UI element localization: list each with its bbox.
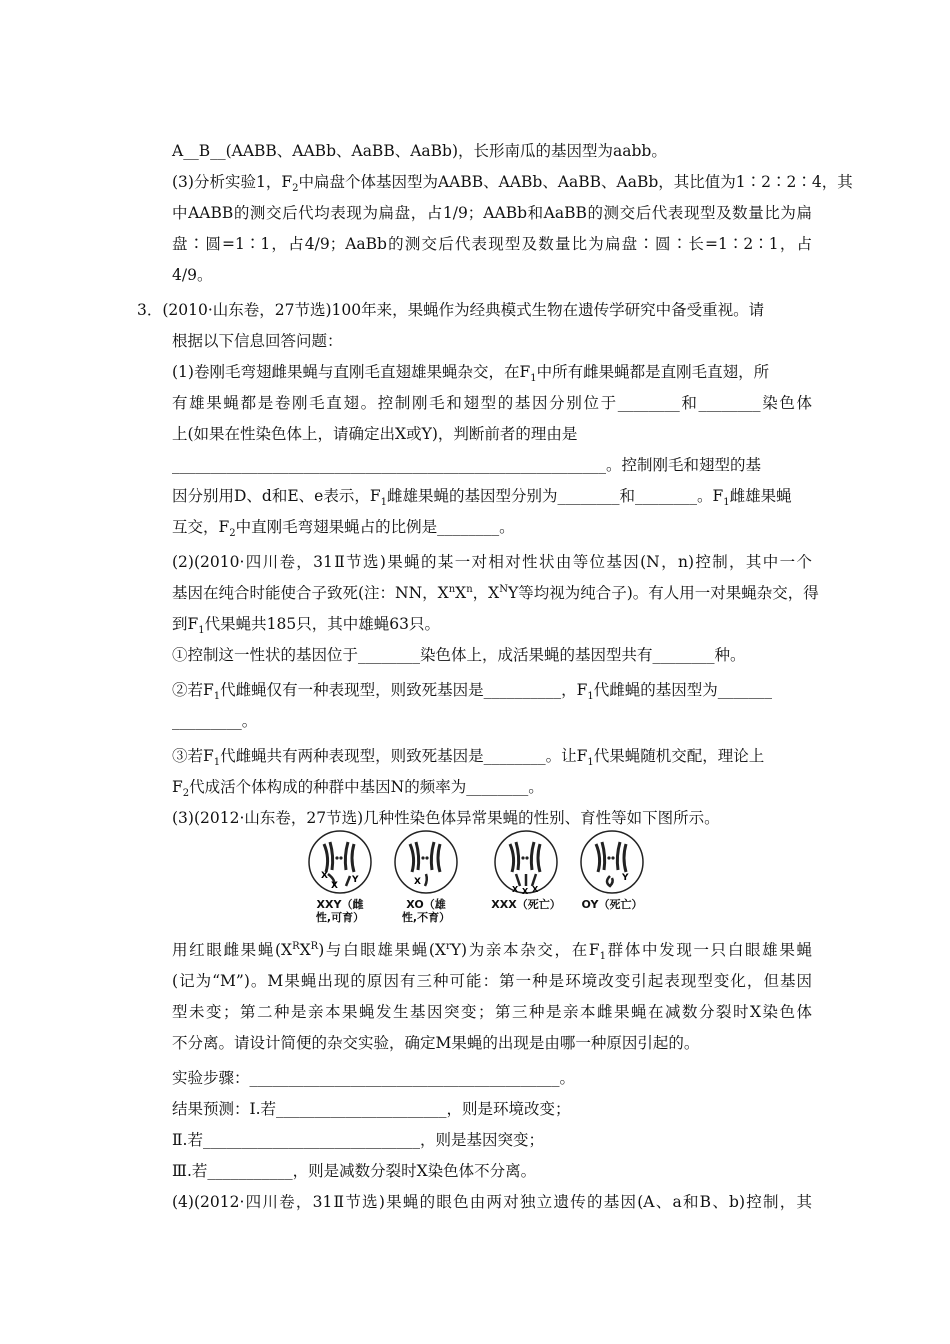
text-line: ③若$F_1$代雌蝇共有两种表现型，则致死基因是________。让$F_1$代果蝇随机交配，理论上 — [172, 747, 765, 769]
figure-cell-xo — [386, 828, 466, 924]
text-line: 型未变；第二种是亲本果蝇发生基因突变；第三种是亲本雌果蝇在减数分裂时X染色体 — [172, 1003, 812, 1021]
text-line: ________________________________________________________。控制刚毛和翅型的基 — [172, 456, 762, 474]
text-line: (3)分析实验1，$F_2$中扁盘个体基因型为AABB、AABb、AaBB、AaBb，其比值为1∶2∶2∶4，其 — [172, 173, 853, 195]
cell-diagram-icon — [492, 828, 560, 896]
text-line: 盘∶圆=1∶1，占4/9；AaBb的测交后代表现型及数量比为扁盘∶圆∶长=1∶2∶1，占 — [172, 235, 812, 253]
text-line: 用红眼雌果蝇$(X^RX^R)$与白眼雄果蝇$(X^rY)$为亲本杂交，在$F_1$群体中发现一只白眼雄果蝇 — [172, 940, 812, 963]
cell-diagram-icon — [392, 828, 460, 896]
cell-diagram-icon — [578, 828, 646, 896]
question-heading: 3．(2010·山东卷，27节选)100年来，果蝇作为经典模式生物在遗传学研究中备受重视。请 — [137, 301, 765, 319]
text-line: 因分别用D、d和E、e表示，$F_1$雌雄果蝇的基因型分别为________和________。$F_1$雌雄果蝇 — [172, 487, 792, 509]
text-line: 互交，$F_2$中直刚毛弯翅果蝇占的比例是________。 — [172, 518, 515, 540]
text-line: 中AABB的测交后代均表现为扁盘，占1/9；AABb和AaBB的测交后代表现型及数量比为扁 — [172, 204, 812, 222]
text-line: Ⅲ.若___________，则是减数分裂时X染色体不分离。 — [172, 1162, 537, 1180]
text-line: (记为“M”)。M果蝇出现的原因有三种可能：第一种是环境改变引起表现型变化，但基因 — [172, 972, 812, 990]
figure-caption: XXY（雌 性,可育） — [315, 898, 365, 924]
cell-diagram-icon — [306, 828, 374, 896]
chromosome-label: X — [321, 871, 328, 881]
text-line: A__B__(AABB、AABb、AaBB、AaBb)，长形南瓜的基因型为aabb。 — [172, 142, 667, 160]
text-line: $F_2$代成活个体构成的种群中基因N的频率为________。 — [172, 778, 544, 800]
figure-cell-xxy — [300, 828, 380, 924]
chromosome-label: X — [532, 885, 539, 894]
text-line: (2)(2010·四川卷，31Ⅱ节选)果蝇的某一对相对性状由等位基因(N，n)控制，其中一个 — [172, 553, 812, 571]
text-line: 4/9。 — [172, 266, 213, 284]
text-line: 根据以下信息回答问题： — [172, 332, 343, 350]
text-line: 实验步骤：________________________________________。 — [172, 1069, 576, 1087]
figure-cell-oy — [572, 828, 652, 911]
chromosome-label: X — [522, 887, 529, 896]
chromosome-label: X — [512, 885, 519, 894]
figure-cell-xxx — [486, 828, 566, 911]
chromosome-label: Y — [352, 875, 359, 885]
text-line: _________。 — [172, 712, 258, 730]
text-line: (3)(2012·山东卷，27节选)几种性染色体异常果蝇的性别、育性等如下图所示。 — [172, 809, 720, 827]
chromosome-label: X — [414, 877, 421, 887]
text-line: ①控制这一性状的基因位于________染色体上，成活果蝇的基因型共有________种。 — [172, 646, 746, 664]
text-line: 基因在纯合时能使合子致死(注：NN，$X^nX^n$，$X^NY$等均视为纯合子)。有人用一对果蝇杂交，得 — [172, 583, 819, 602]
text-line: (4)(2012·四川卷，31Ⅱ节选)果蝇的眼色由两对独立遗传的基因(A、a和B、b)控制，其 — [172, 1193, 812, 1211]
chromosome-label: Y — [622, 873, 629, 883]
text-line: 不分离。请设计简便的杂交实验，确定M果蝇的出现是由哪一种原因引起的。 — [172, 1034, 700, 1052]
text-line: Ⅱ.若____________________________，则是基因突变； — [172, 1131, 544, 1149]
text-line: 结果预测：Ⅰ.若______________________，则是环境改变； — [172, 1100, 571, 1118]
text-line: ②若$F_1$代雌蝇仅有一种表现型，则致死基因是__________，$F_1$代雌蝇的基因型为_______ — [172, 681, 773, 703]
chromosome-label: X — [331, 881, 338, 891]
text-line: 有雄果蝇都是卷刚毛直翅。控制刚毛和翅型的基因分别位于________和________染色体 — [172, 394, 812, 412]
text-line: 到$F_1$代果蝇共185只，其中雄蝇63只。 — [172, 615, 440, 637]
chromosome-figure — [300, 828, 650, 928]
figure-caption: XO（雄 性,不育） — [401, 898, 451, 924]
figure-caption: OY（死亡） — [581, 898, 643, 911]
text-line: (1)卷刚毛弯翅雌果蝇与直刚毛直翅雄果蝇杂交，在$F_1$中所有雌果蝇都是直刚毛直翅，所 — [172, 363, 770, 385]
text-line: 上(如果在性染色体上，请确定出X或Y)，判断前者的理由是 — [172, 425, 578, 443]
figure-caption: XXX（死亡） — [491, 898, 561, 911]
